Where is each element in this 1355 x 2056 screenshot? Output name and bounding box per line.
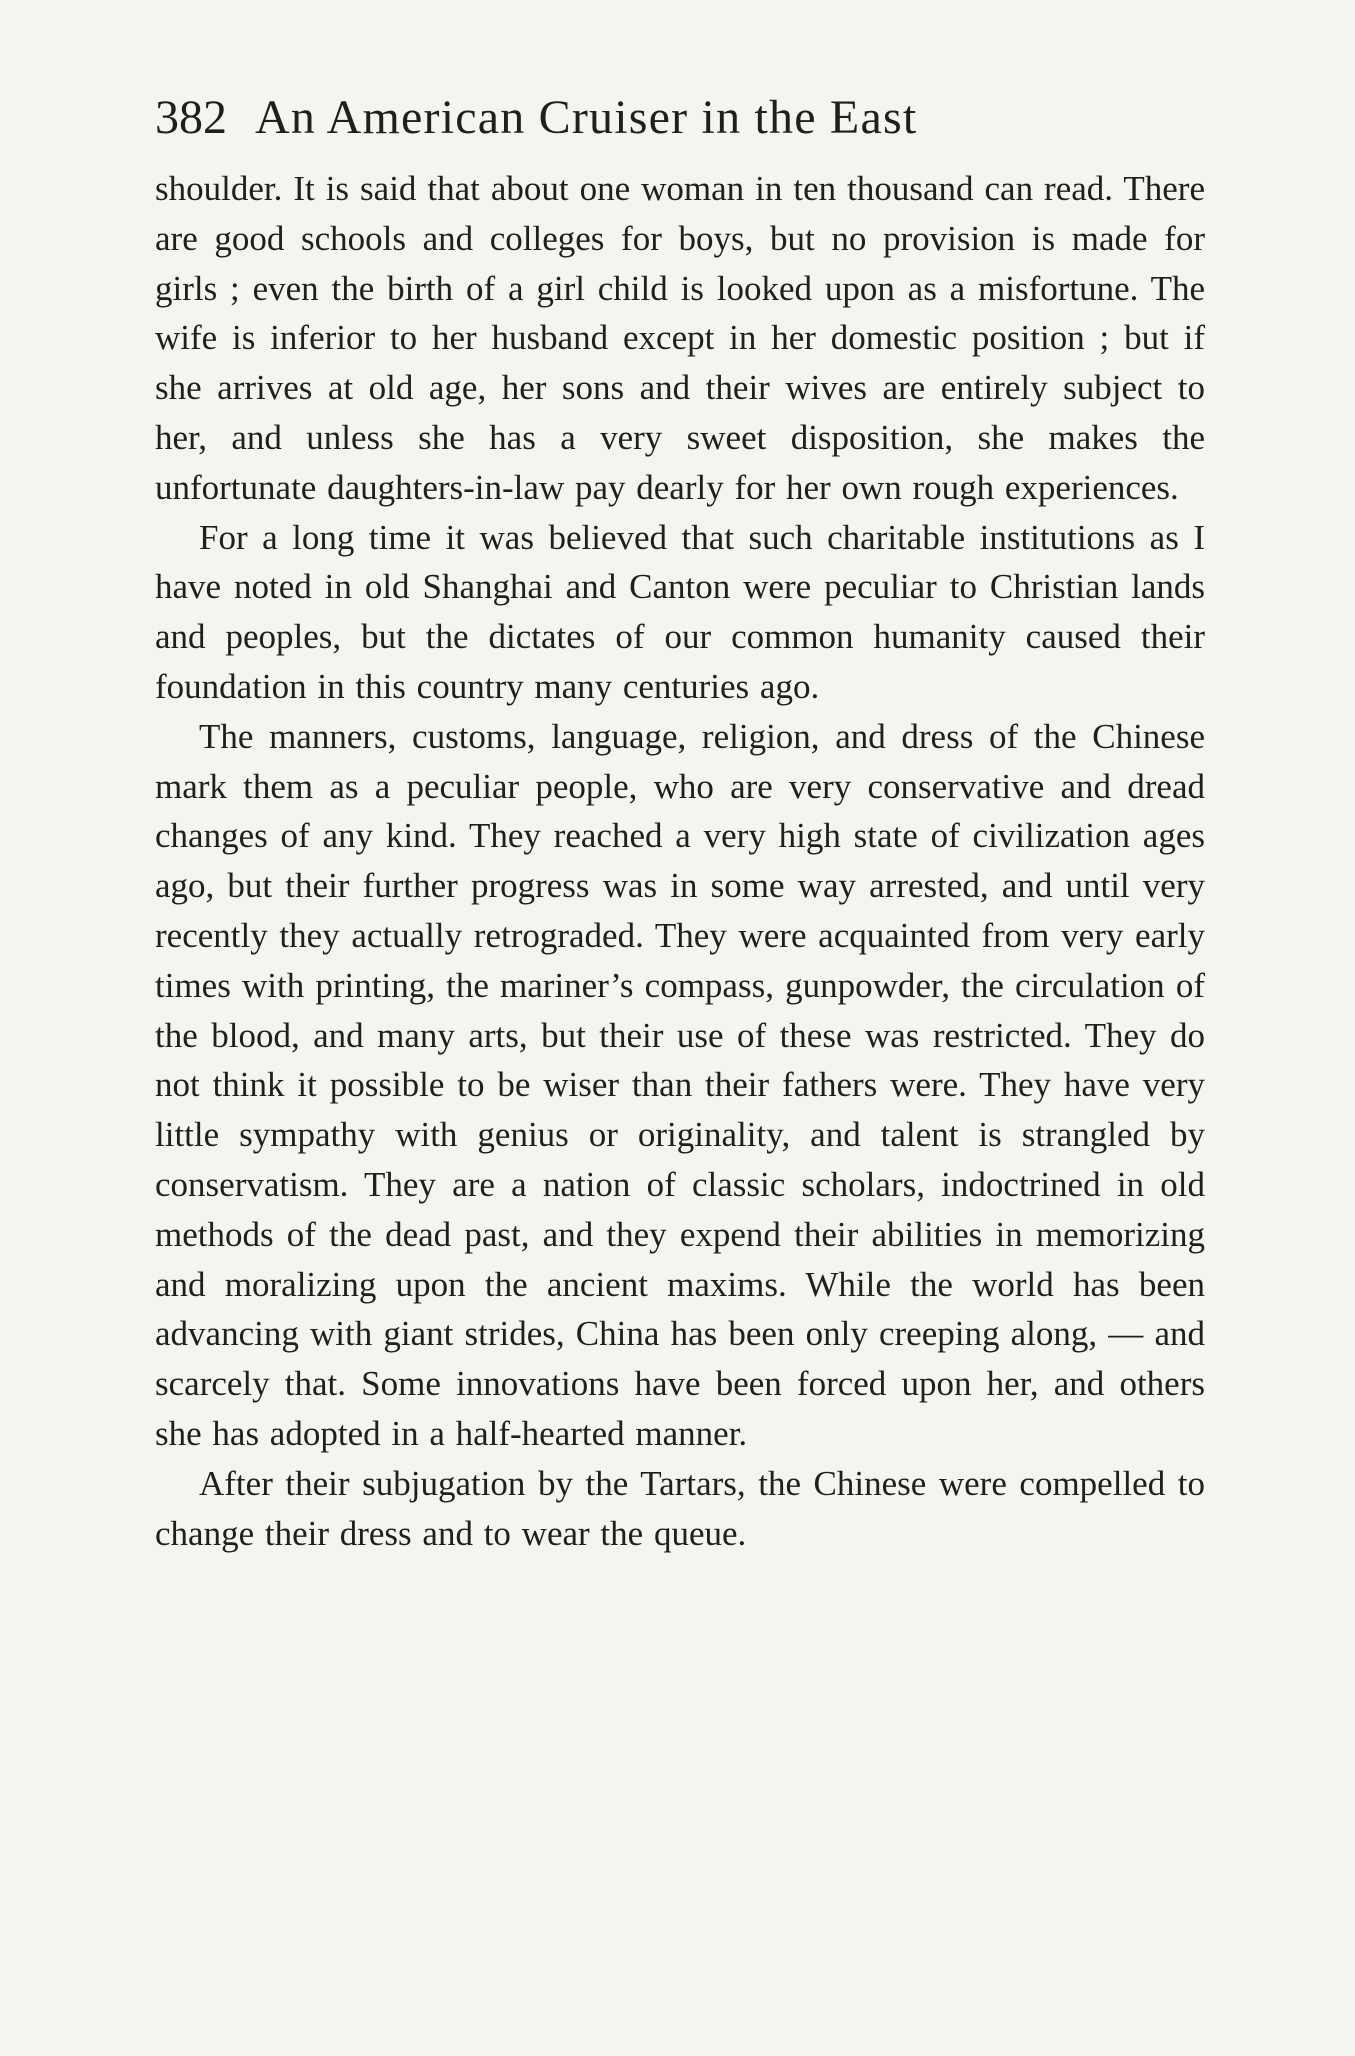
- paragraph-continued: shoulder. It is said that about one woman in ten thousand can read. There are good schools and colleges for boys, but no provision is made for girls ; even the birth of a girl child is looked upon as a misfortune. The wife is inferior to her husband except in her domestic position ; but if she arrives at old age, her sons and their wives are entirely subject to her, and unless she has a very sweet disposition, she makes the unfortunate daughters-in-law pay dearly for her own rough experiences.: [155, 169, 1205, 507]
- page-number: 382: [155, 91, 227, 144]
- book-page: [155, 88, 1205, 1558]
- book-title: An American Cruiser in the East: [255, 91, 918, 144]
- body-text: [155, 164, 1205, 1558]
- paragraph-charitable-institutions: For a long time it was believed that such charitable institutions as I have noted in old Shanghai and Canton were peculiar to Christian lands and peoples, but the dictates of our common humanity caused their foundation in this country many centuries ago.: [155, 517, 1205, 706]
- running-head: [155, 88, 1205, 148]
- paragraph-tartar-subjugation: After their subjugation by the Tartars, the Chinese were compelled to change their dress and to wear the queue.: [155, 1463, 1205, 1553]
- paragraph-chinese-customs: The manners, customs, language, religion, and dress of the Chinese mark them as a peculiar people, who are very conservative and dread changes of any kind. They reached a very high state of civilization ages ago, but their further progress was in some way arrested, and until very recently they actually retrograded. They were acquainted from very early times with printing, the mariner’s compass, gunpowder, the circulation of the blood, and many arts, but their use of these was restricted. They do not think it possible to be wiser than their fathers were. They have very little sympathy with genius or originality, and talent is strangled by conservatism. They are a nation of classic scholars, indoctrined in old methods of the dead past, and they expend their abilities in memorizing and moralizing upon the ancient maxims. While the world has been advancing with giant strides, China has been only creeping along, — and scarcely that. Some innovations have been forced upon her, and others she has adopted in a half-hearted manner.: [155, 716, 1205, 1453]
